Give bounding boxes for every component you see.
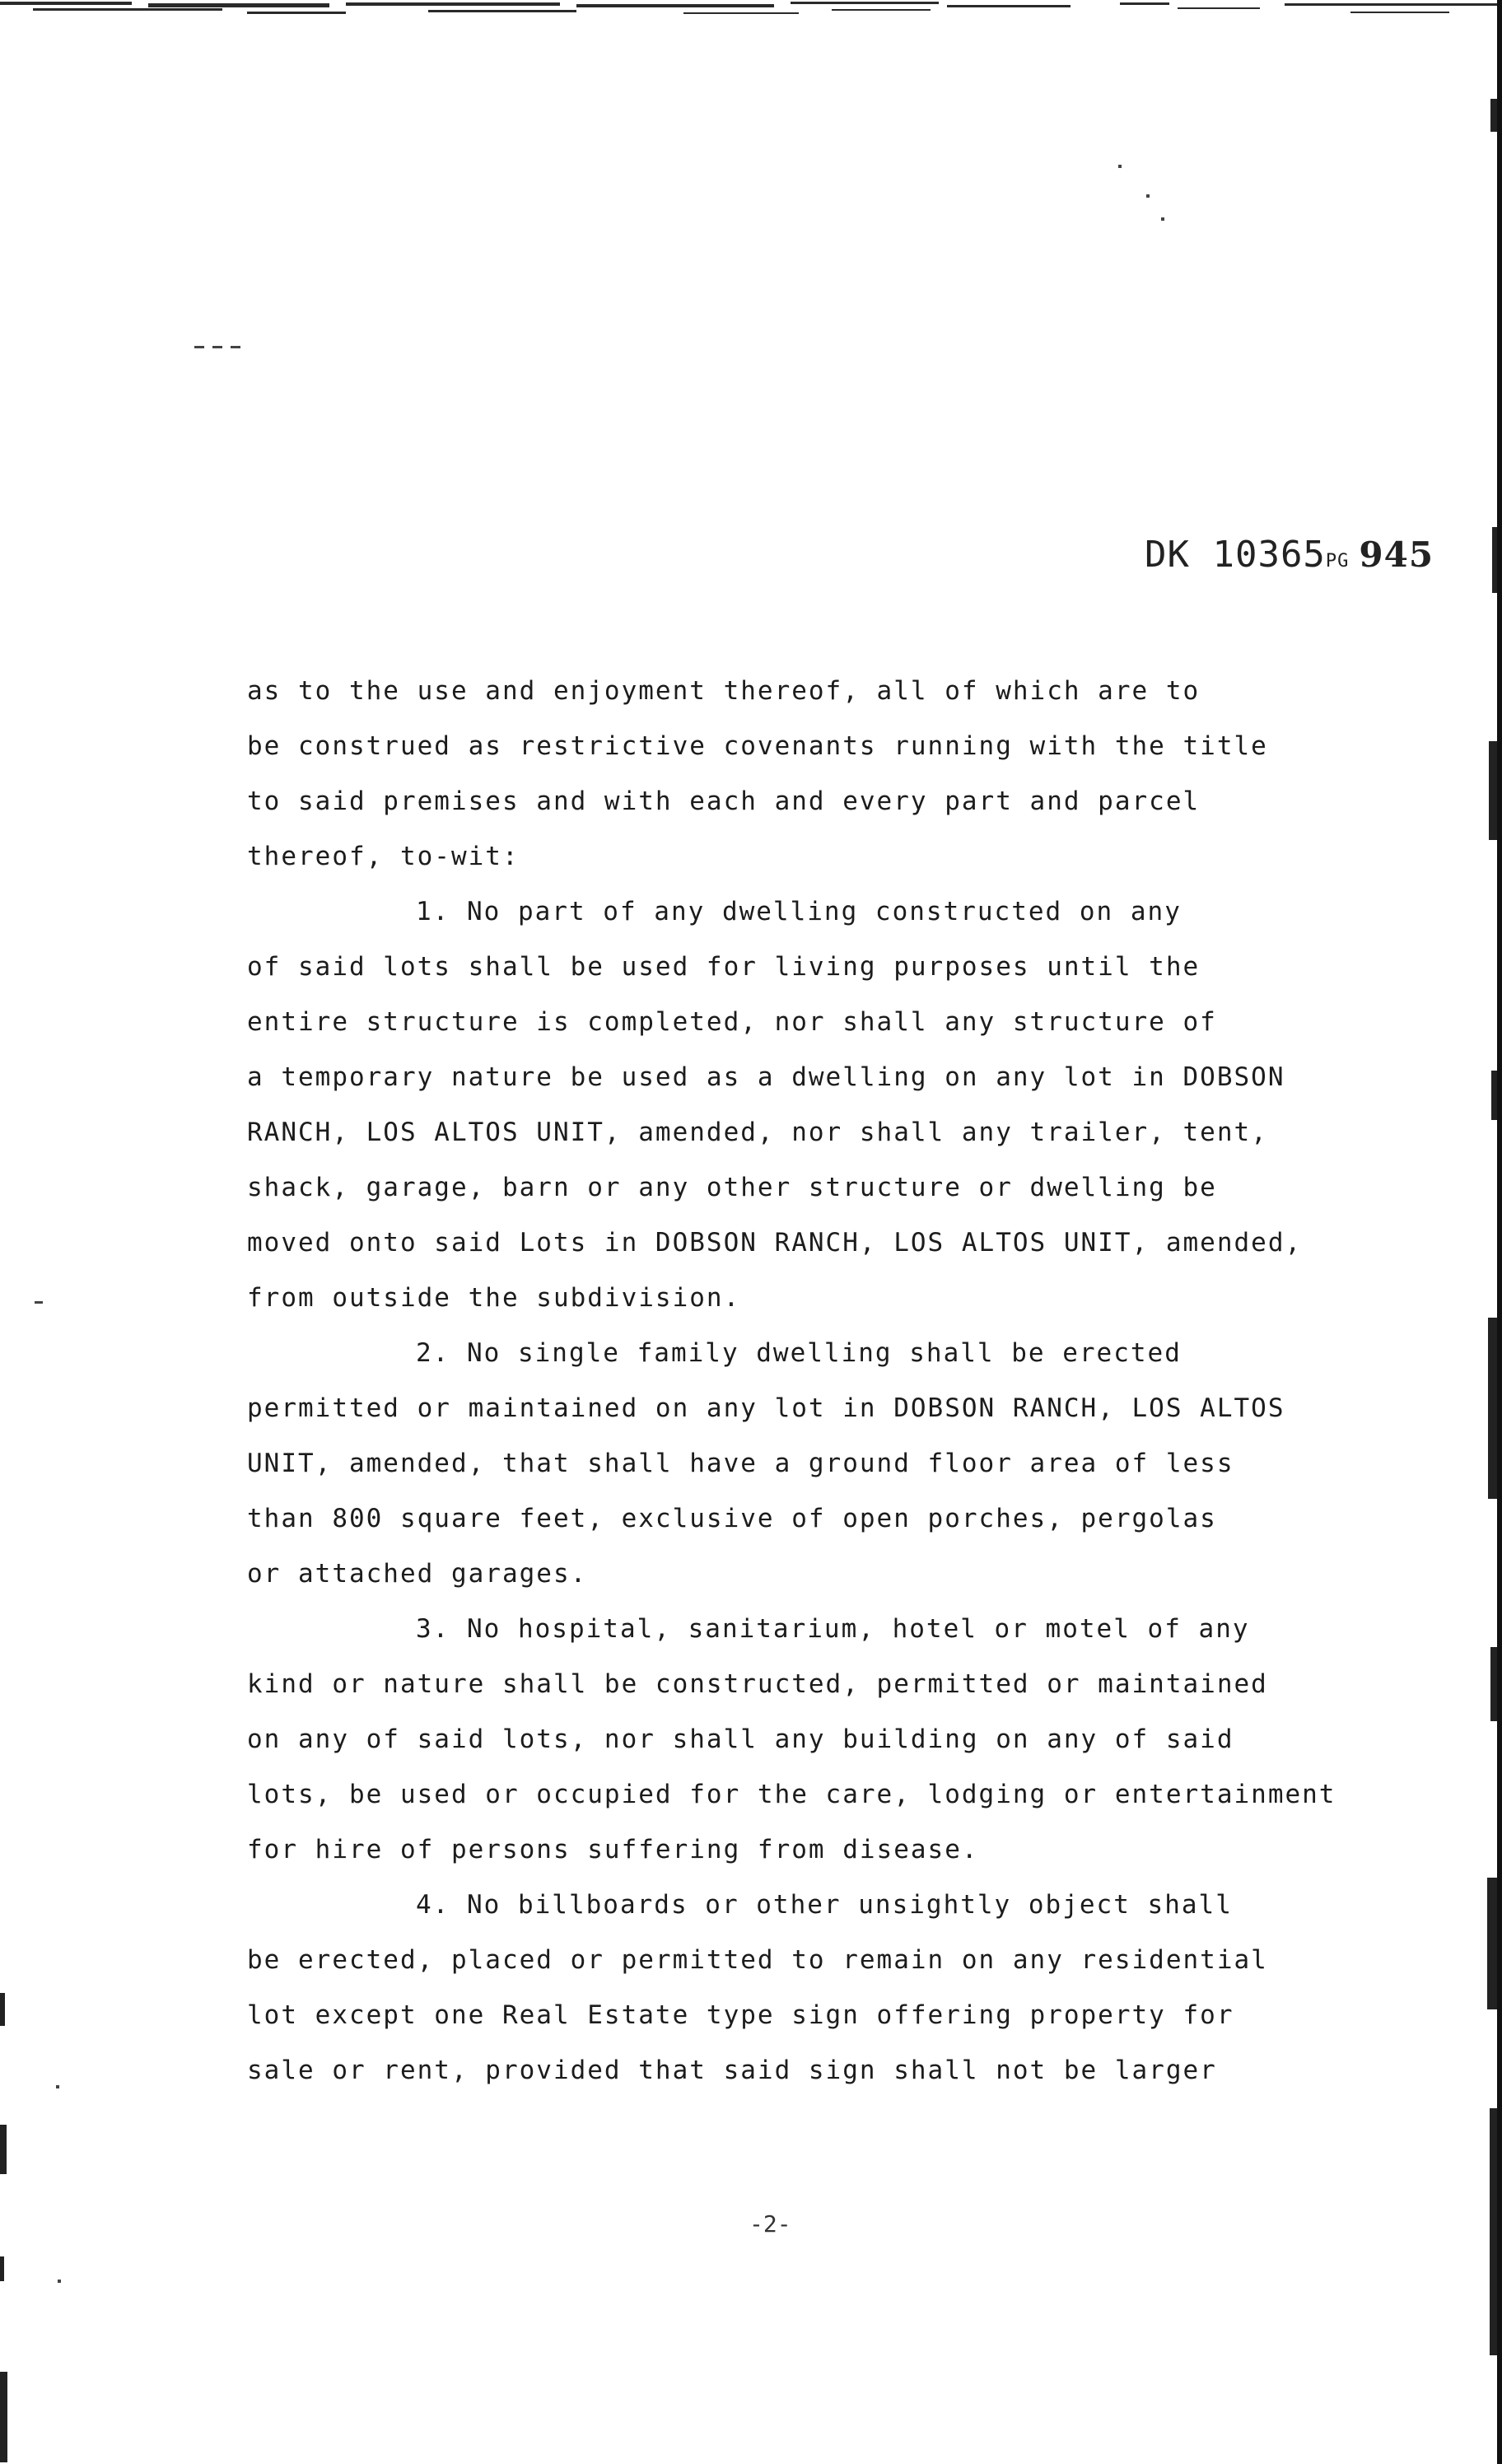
scan-speck — [212, 346, 222, 348]
scan-speck — [56, 2085, 59, 2088]
body-line: lots, be used or occupied for the care, lodging or entertainment — [247, 1780, 1336, 1809]
body-line: to said premises and with each and every part and parcel — [247, 786, 1201, 816]
covenant-paragraph-start: 3. No hospital, sanitarium, hotel or motel of any — [416, 1614, 1250, 1644]
page-label: PG — [1325, 551, 1350, 572]
scan-noise-right — [1484, 0, 1502, 2464]
body-line: be erected, placed or permitted to remain on any residential — [247, 1945, 1268, 1975]
body-line: moved onto said Lots in DOBSON RANCH, LOS ALTOS UNIT, amended, — [247, 1228, 1303, 1258]
body-line: sale or rent, provided that said sign shall not be larger — [247, 2056, 1217, 2085]
scan-speck — [1161, 217, 1164, 221]
body-line: than 800 square feet, exclusive of open porches, pergolas — [247, 1504, 1217, 1533]
covenant-paragraph-start: 4. No billboards or other unsightly object shall — [416, 1890, 1233, 1920]
covenant-paragraph-start: 1. No part of any dwelling constructed on any — [416, 897, 1182, 926]
body-line: permitted or maintained on any lot in DOBSON RANCH, LOS ALTOS — [247, 1393, 1285, 1423]
body-line: kind or nature shall be constructed, permitted or maintained — [247, 1669, 1268, 1699]
page-footer-number: -2- — [749, 2210, 791, 2238]
recorded-page-number: 945 — [1359, 534, 1434, 575]
document-body — [247, 664, 1359, 2098]
body-line: thereof, to-wit: — [247, 842, 520, 871]
scan-noise-left — [0, 1976, 12, 2464]
recording-reference — [1145, 534, 1434, 576]
covenant-paragraph-start: 2. No single family dwelling shall be erected — [416, 1338, 1182, 1368]
body-line: on any of said lots, nor shall any building on any of said — [247, 1724, 1234, 1754]
scan-speck — [1146, 194, 1150, 198]
scan-speck — [194, 346, 204, 348]
body-line: UNIT, amended, that shall have a ground floor area of less — [247, 1449, 1234, 1478]
scan-speck — [58, 2280, 61, 2283]
scan-speck — [231, 346, 240, 348]
body-line: be construed as restrictive covenants running with the title — [247, 731, 1268, 761]
body-line: entire structure is completed, nor shall any structure of — [247, 1007, 1217, 1037]
body-line: shack, garage, barn or any other structure or dwelling be — [247, 1173, 1217, 1202]
scan-speck — [35, 1301, 43, 1304]
body-line: or attached garages. — [247, 1559, 588, 1589]
body-line: a temporary nature be used as a dwelling on any lot in DOBSON — [247, 1062, 1285, 1092]
scan-noise-top — [0, 0, 1502, 25]
body-line: from outside the subdivision. — [247, 1283, 741, 1313]
body-line: as to the use and enjoyment thereof, all of which are to — [247, 676, 1201, 706]
book-number: DK 10365 — [1145, 534, 1326, 576]
body-line: for hire of persons suffering from disease. — [247, 1835, 979, 1864]
body-line: of said lots shall be used for living purposes until the — [247, 952, 1201, 982]
body-line: RANCH, LOS ALTOS UNIT, amended, nor shall any trailer, tent, — [247, 1118, 1268, 1147]
scan-speck — [1118, 165, 1122, 168]
body-line: lot except one Real Estate type sign offering property for — [247, 2000, 1234, 2030]
